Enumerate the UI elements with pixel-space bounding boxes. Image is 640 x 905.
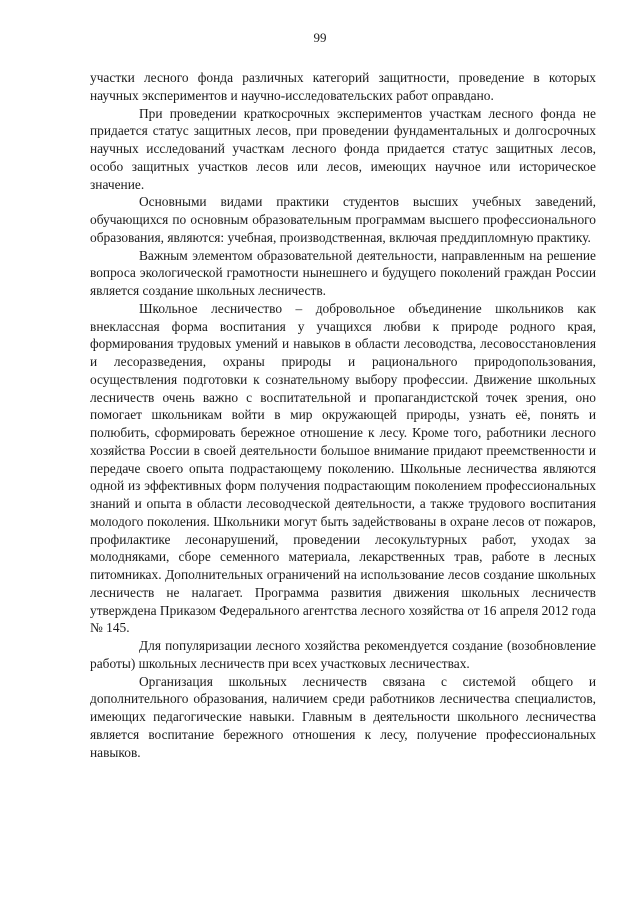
paragraph-2: При проведении краткосрочных экспериментов участкам лесного фонда не придается статус защитных лесов, при проведении фундаментальных и долгосрочных научных исследований участкам лесного фонда придается статус защитных лесов, особо защитных участков лесов или лесов, имеющих научное или историческое значение.	[90, 105, 596, 192]
paragraph-6: Для популяризации лесного хозяйства рекомендуется создание (возобновление работы) школьных лесничеств при всех участковых лесничествах.	[90, 638, 596, 671]
paragraph-7: Организация школьных лесничеств связана с системой общего и дополнительного образования, наличием среди работников лесничества специалистов, имеющих педагогические навыки. Главным в деятельности школьного лесничества является воспитание бережного отношения к лесу, получение профессиональных навыков.	[90, 673, 596, 760]
body-text	[90, 69, 596, 761]
paragraph-3: Основными видами практики студентов высших учебных заведений, обучающихся по основным образовательным программам высшего профессионального образования, являются: учебная, производственная, включая преддипломную практику.	[90, 194, 596, 245]
page-number: 99	[313, 30, 327, 45]
paragraph-4: Важным элементом образовательной деятельности, направленным на решение вопроса экологической грамотности нынешнего и будущего поколений граждан России является создание школьных лесничеств.	[90, 247, 596, 298]
paragraph-1: участки лесного фонда различных категорий защитности, проведение в которых научных экспериментов и научно-исследовательских работ оправдано.	[90, 70, 596, 103]
paragraph-5: Школьное лесничество – добровольное объединение школьников как внеклассная форма воспитания у учащихся любви к природе родного края, формирования трудовых умений и навыков в области лесоводства, лесовосстановления и лесоразведения, охраны природы и рационального природопользования, осуществления подготовки к сознательному выбору профессии. Движение школьных лесничеств очень важно с воспитательной и пропагандистской точек зрения, оно помогает школьникам войти в мир окружающей природы, узнать её, понять и полюбить, сформировать бережное отношение к лесу. Кроме того, работники лесного хозяйства России в своей деятельности большое внимание придают преемственности и передаче своего опыта подрастающему поколению. Школьные лесничества являются одной из эффективных форм получения подрастающим поколением профессиональных знаний и опыта в области лесоводческой деятельности, а также трудового воспитания молодого поколения. Школьники могут быть задействованы в охране лесов от пожаров, профилактике лесонарушений, проведении лесокультурных работ, уходах за молодняками, сборе семенного материала, лекарственных трав, работе в лесных питомниках. Дополнительных ограничений на использование лесов создание школьных лесничеств не налагает. Программа развития движения школьных лесничеств утверждена Приказом Федерального агентства лесного хозяйства от 16 апреля 2012 года № 145.	[90, 300, 596, 636]
